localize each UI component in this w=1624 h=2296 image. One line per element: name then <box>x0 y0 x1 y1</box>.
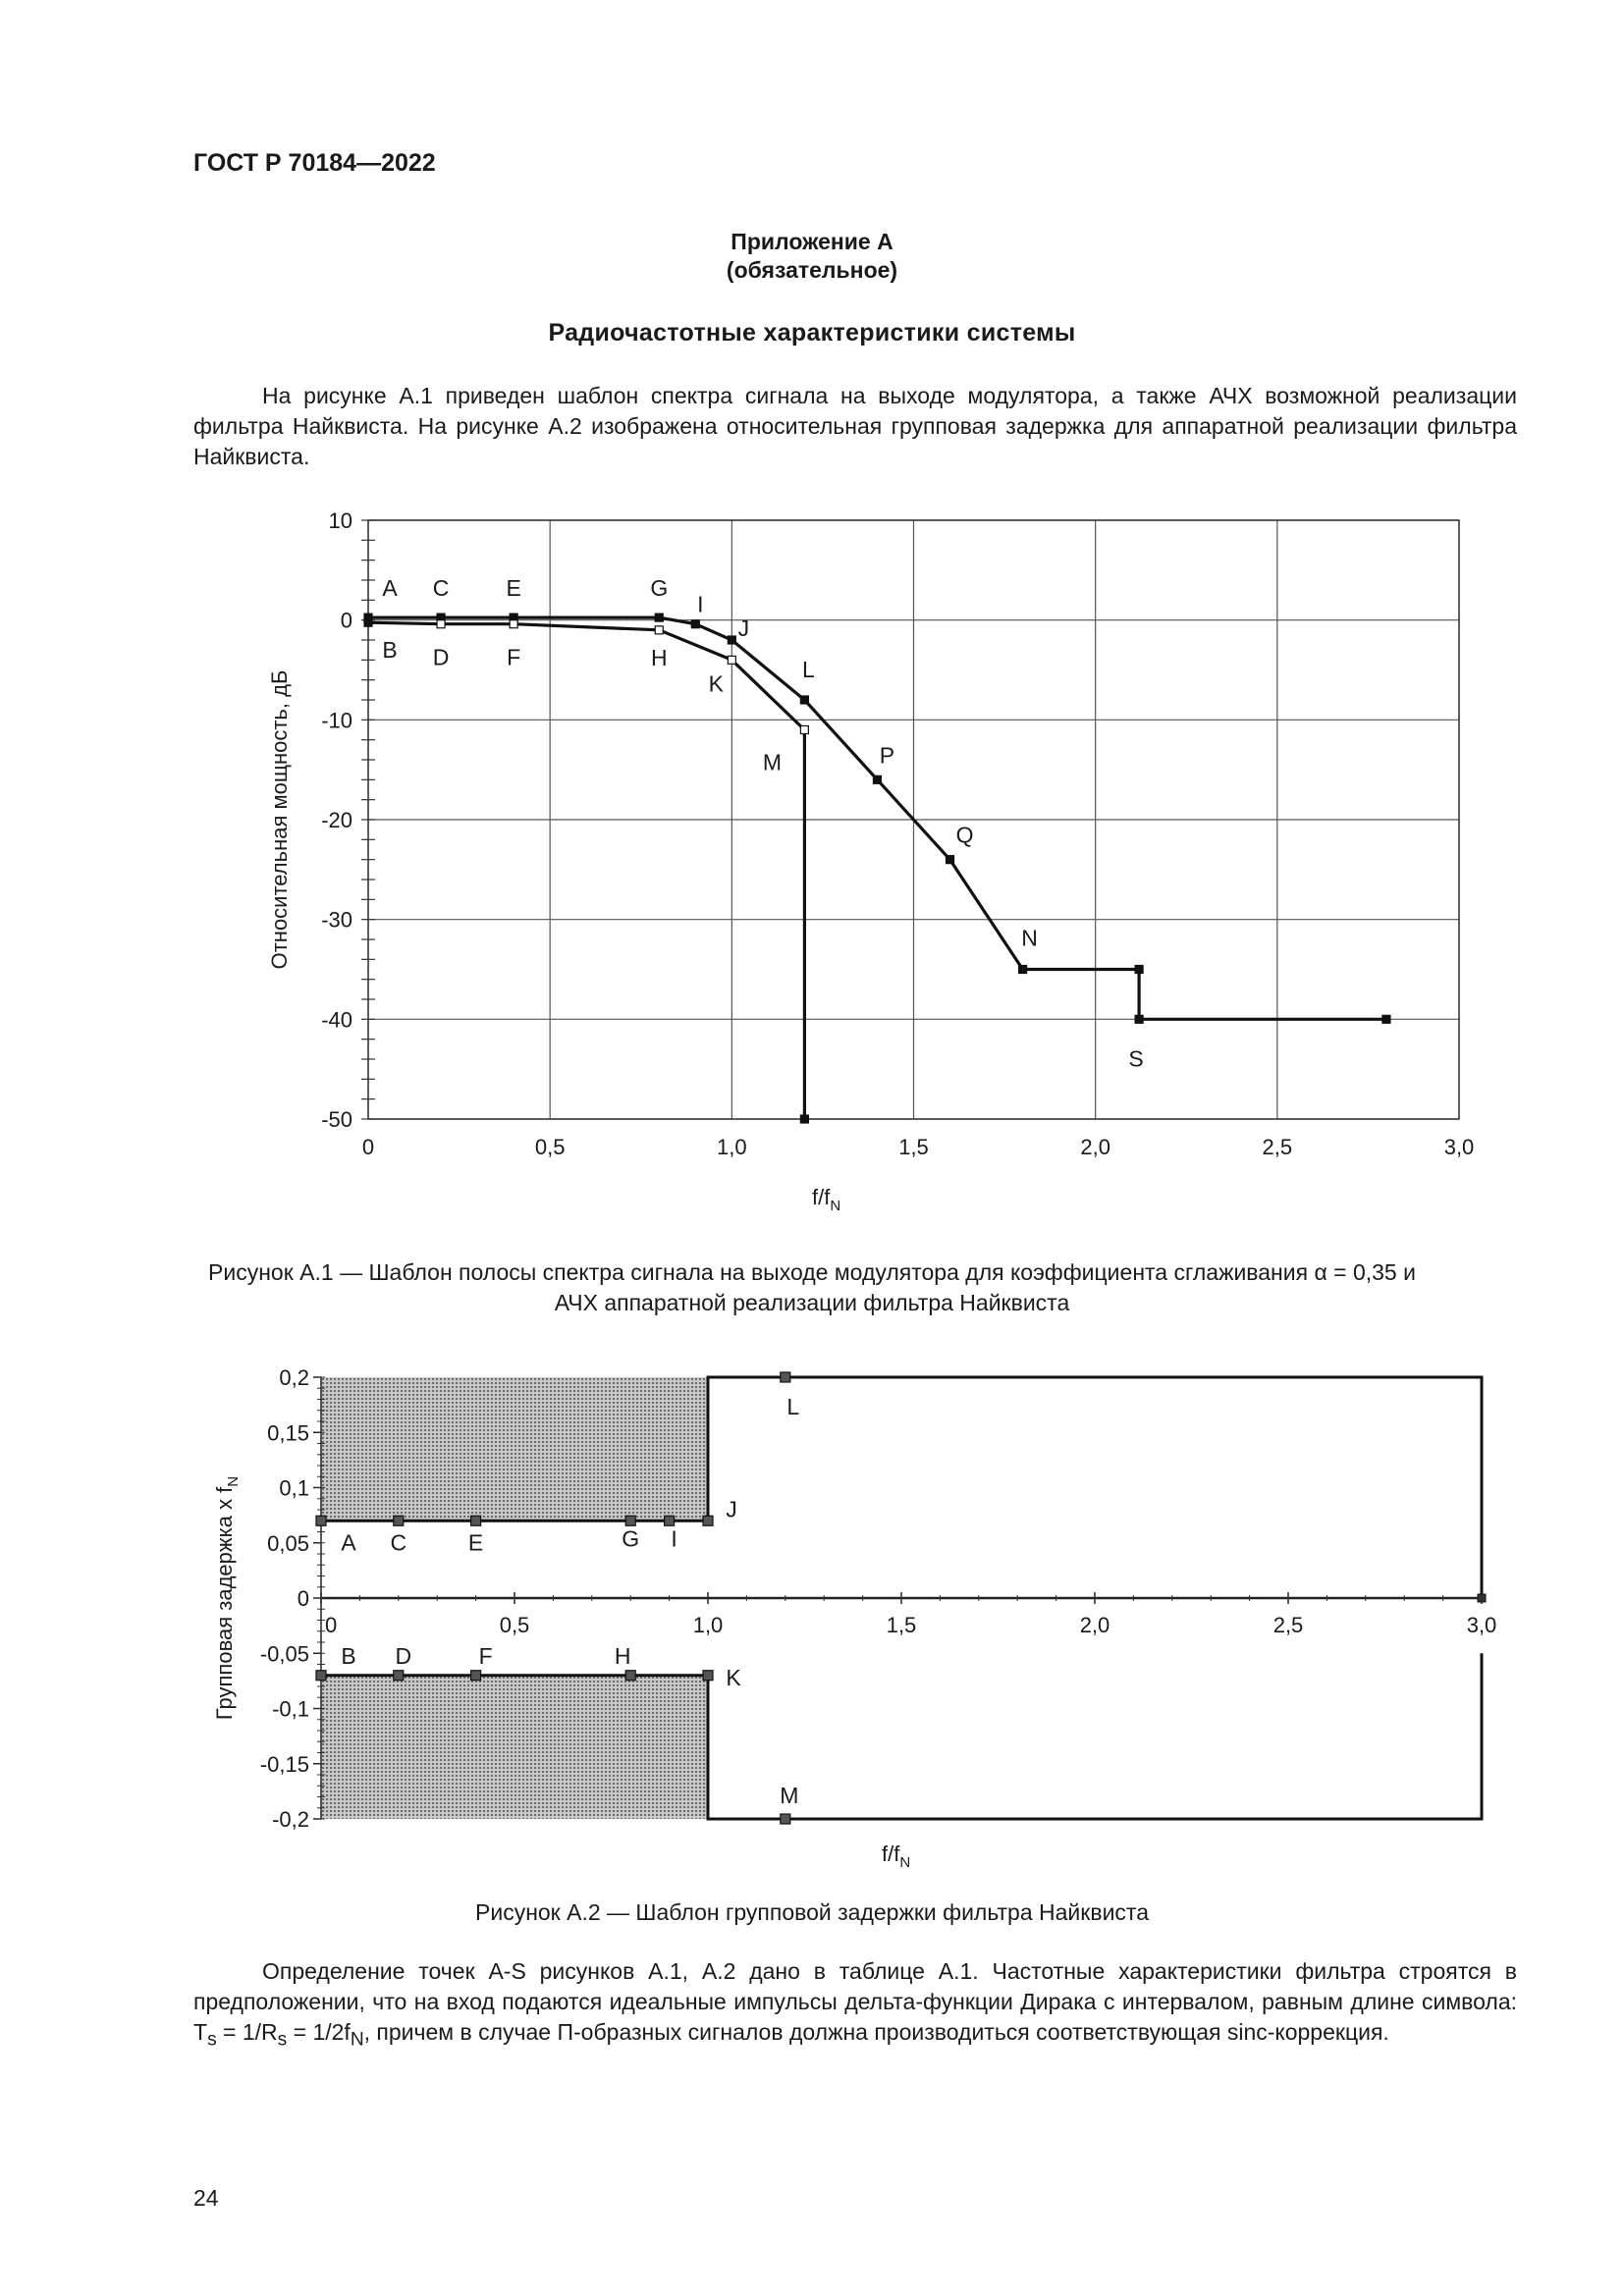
chart2-y-axis-label: Групповая задержка x $f_N$ <box>212 1475 242 1721</box>
annex-status: (обязательное) <box>726 257 898 283</box>
chart1-point-label-S: S <box>1128 1045 1144 1072</box>
chart1-point-marker <box>947 856 954 864</box>
chart1-point-label-K: K <box>708 670 725 697</box>
chart1-y-tick-label: -40 <box>321 1007 352 1033</box>
body-text-part4: , причем в случае П-образных сигналов должна производиться соответствующая sinc-коррекция. <box>363 2019 1389 2045</box>
chart1-point-marker <box>364 618 372 626</box>
chart1-point-marker <box>800 726 808 734</box>
section-title: Радиочастотные характеристики системы <box>548 319 1076 347</box>
chart1-y-tick-label: 0 <box>340 608 352 633</box>
chart1-point-marker <box>437 620 445 628</box>
chart1-y-axis-label: Относительная мощность, дБ <box>267 669 292 970</box>
chart2-point-label-J: J <box>726 1496 737 1522</box>
chart1-point-marker <box>1019 966 1027 974</box>
chart2-point-label-E: E <box>467 1529 484 1556</box>
chart2-y-tick-label: -0,05 <box>259 1641 309 1667</box>
chart1-x-tick-label: 1,5 <box>898 1135 929 1159</box>
chart2-y-tick-label: 0,05 <box>267 1530 309 1556</box>
chart2-point-marker <box>1478 1594 1486 1602</box>
chart1-point-marker <box>873 775 881 783</box>
chart2-point-label-B: B <box>341 1642 356 1669</box>
chart1-point-marker <box>655 614 663 621</box>
chart2-point-label-M: M <box>780 1783 799 1808</box>
chart1-x-tick-label: 0 <box>361 1135 375 1159</box>
chart2-point-marker <box>625 1671 635 1681</box>
chart2-x-axis-label: $f/f_N$ <box>882 1842 911 1871</box>
chart1-y-tick-label: -30 <box>321 907 352 933</box>
chart1-x-axis-label: $f/f_N$ <box>812 1185 841 1214</box>
chart2-point-marker <box>471 1516 481 1525</box>
chart1-point-marker <box>1135 966 1143 974</box>
chart1-point-label-I: I <box>697 591 704 617</box>
chart1-point-label-A: A <box>382 575 398 602</box>
chart1-y-tick-label: -20 <box>321 808 352 832</box>
chart2-point-marker <box>703 1671 713 1681</box>
body-text-part3: = 1/2f <box>287 2019 351 2045</box>
chart1-point-label-P: P <box>879 742 895 769</box>
document-header: ГОСТ Р 70184—2022 <box>193 149 436 177</box>
chart2-shaded-region-2 <box>321 1676 708 1819</box>
figure-a2-caption: Рисунок А.2 — Шаблон групповой задержки фильтра Найквиста <box>475 1899 1149 1925</box>
chart1-point-marker <box>691 620 699 628</box>
chart1-x-tick-label: 3,0 <box>1443 1135 1475 1159</box>
chart2-point-label-L: L <box>786 1394 800 1419</box>
chart1-point-marker <box>510 620 517 628</box>
chart2-shaded-region-1 <box>321 1377 708 1521</box>
chart1-point-marker <box>728 656 735 664</box>
chart2-x-tick-label: 3,0 <box>1466 1613 1497 1637</box>
chart2-point-marker <box>665 1516 675 1525</box>
chart2-x-tick-label: 1,0 <box>692 1613 724 1637</box>
chart2-x-tick-label: 0,5 <box>499 1613 530 1637</box>
chart1-point-label-D: D <box>432 644 450 670</box>
chart2-point-label-D: D <box>395 1642 412 1669</box>
chart2-point-label-F: F <box>478 1642 493 1669</box>
chart2-x-tick-label: 0 <box>325 1613 338 1637</box>
chart1-point-marker <box>800 1115 808 1123</box>
chart2-y-tick-label: -0,15 <box>259 1751 309 1777</box>
annex-title: Приложение А <box>731 229 893 254</box>
chart2-point-marker <box>394 1671 404 1681</box>
chart1-x-tick-label: 2,5 <box>1262 1135 1293 1159</box>
chart2-point-marker <box>625 1516 635 1525</box>
chart1-x-tick-label: 2,0 <box>1080 1135 1110 1159</box>
chart1-point-label-F: F <box>507 644 521 670</box>
figure-a1-caption <box>0 1257 1624 1318</box>
chart1-point-label-Q: Q <box>955 822 974 848</box>
figure-a1-caption-line1: Рисунок А.1 — Шаблон полосы спектра сигнала на выходе модулятора для коэффициента сглаживания α = 0,35 и <box>208 1259 1416 1285</box>
chart2-point-label-I: I <box>671 1525 677 1552</box>
chart2-y-tick-label: -0,2 <box>272 1807 309 1832</box>
chart2-point-label-H: H <box>614 1642 631 1669</box>
chart1-series-upper <box>368 617 1386 1019</box>
chart1-y-tick-label: -50 <box>321 1107 352 1132</box>
chart2-point-marker <box>394 1516 404 1525</box>
page-number: 24 <box>193 2185 219 2211</box>
body-text-part1: Определение точек A-S рисунков А.1, А.2 дано в таблице А.1. Частотные характеристики фильтра строятся в предположении, что на вход подаются идеальные импульсы дельта-функции Дирака с интервалом, равным длине символа: T <box>193 1958 1517 2045</box>
chart1-point-label-B: B <box>382 637 398 664</box>
chart1-point-marker <box>655 626 663 634</box>
chart1-point-label-L: L <box>802 657 815 682</box>
chart2-y-tick-label: 0,15 <box>267 1420 309 1446</box>
body-text <box>193 1956 1517 2056</box>
chart1-point-label-H: H <box>650 644 668 670</box>
body-text-part2: = 1/R <box>216 2019 278 2045</box>
chart2-y-tick-label: 0,1 <box>279 1475 309 1501</box>
chart2-point-marker <box>316 1516 326 1525</box>
chart1-x-tick-label: 1,0 <box>717 1135 747 1159</box>
chart2-point-marker <box>471 1671 481 1681</box>
chart1-plot-area <box>212 508 1496 1871</box>
chart2-point-marker <box>316 1671 326 1681</box>
chart2-x-tick-label: 2,0 <box>1079 1613 1110 1637</box>
chart1-series-lower <box>368 622 804 1119</box>
chart1-point-label-G: G <box>650 575 669 602</box>
intro-text: На рисунке А.1 приведен шаблон спектра сигнала на выходе модулятора, а также АЧХ возможной реализации фильтра Найквиста. На рисунке А.2 изображена относительная групповая задержка для аппаратной реализации фильтра Найквиста. <box>193 383 1517 469</box>
chart2-point-marker <box>781 1372 790 1382</box>
chart2-point-marker <box>703 1516 713 1525</box>
body-text-sub3: N <box>350 2029 364 2051</box>
chart1-point-label-M: M <box>762 749 782 775</box>
chart1-point-marker <box>800 696 808 704</box>
chart2-y-tick-label: 0,2 <box>279 1365 309 1390</box>
body-paragraph <box>193 1956 1517 2056</box>
chart2-point-label-A: A <box>341 1529 356 1556</box>
body-text-sub1: s <box>207 2029 217 2051</box>
chart2-point-label-G: G <box>622 1525 640 1552</box>
chart2-point-label-K: K <box>726 1664 741 1690</box>
chart2-y-tick-label: -0,1 <box>272 1696 309 1722</box>
chart2-y-tick-label: 0 <box>297 1586 309 1611</box>
chart1-point-marker <box>1135 1015 1143 1023</box>
chart1-x-tick-label: 0,5 <box>534 1135 566 1159</box>
chart2-point-label-C: C <box>390 1529 407 1556</box>
chart1-point-label-C: C <box>432 575 450 602</box>
chart1-point-label-E: E <box>506 575 521 602</box>
chart1-y-tick-label: -10 <box>321 708 352 733</box>
chart2-x-tick-label: 2,5 <box>1272 1613 1304 1637</box>
chart1-point-label-J: J <box>737 615 750 641</box>
chart1-point-marker <box>728 636 735 644</box>
chart2-point-marker <box>781 1814 790 1824</box>
chart1-y-tick-label: 10 <box>328 508 352 533</box>
chart1-point-label-N: N <box>1021 925 1038 951</box>
chart1-point-marker <box>1382 1015 1390 1023</box>
chart2-x-tick-label: 1,5 <box>886 1613 917 1637</box>
body-text-sub2: s <box>277 2029 288 2051</box>
figure-a1-caption-line2: АЧХ аппаратной реализации фильтра Найквиста <box>554 1290 1070 1315</box>
